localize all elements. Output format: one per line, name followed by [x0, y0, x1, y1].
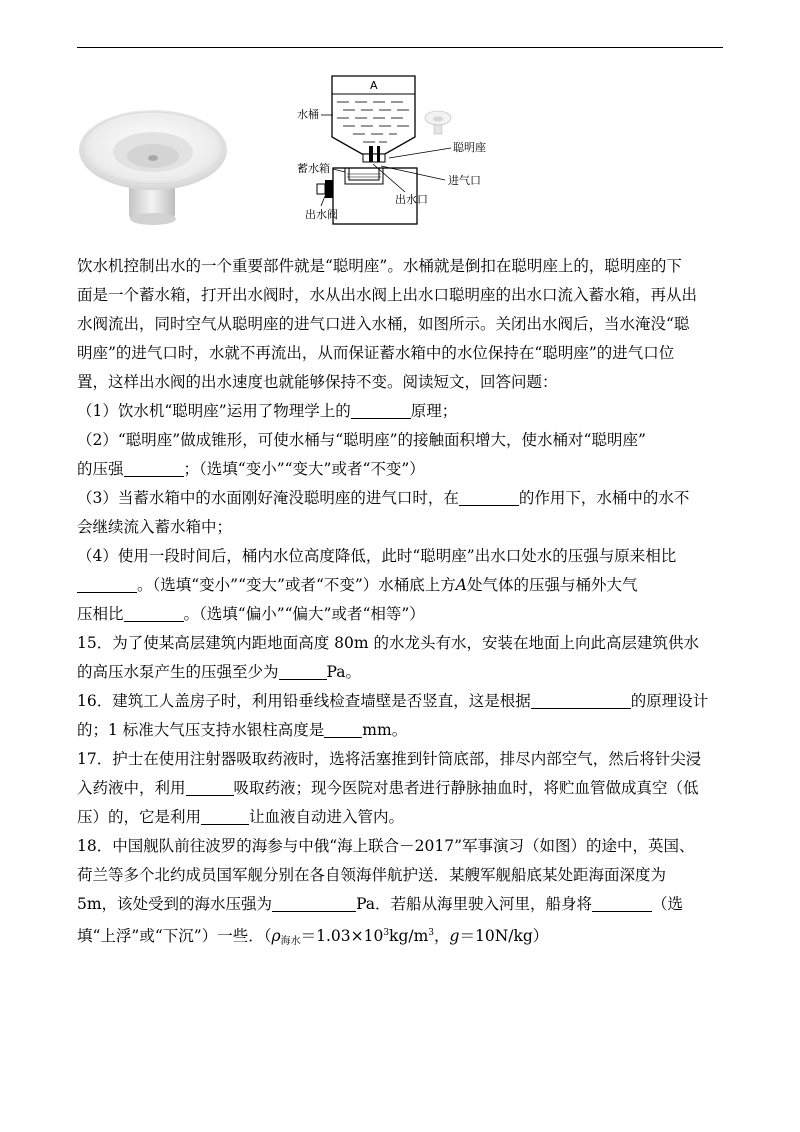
label-seat: 聪明座 [453, 141, 486, 154]
intro-line: 置，这样出水阀的出水速度也就能够保持不变。阅读短文，回答问题： [77, 373, 558, 391]
smart-seat-photo [77, 100, 229, 228]
label-outlet: 出水口 [395, 193, 428, 206]
answer-blank[interactable] [124, 603, 184, 622]
answer-blank[interactable] [77, 574, 137, 593]
answer-blank[interactable] [279, 661, 327, 680]
answer-blank[interactable] [459, 487, 519, 506]
intro-line: 明座”的进气口时，水就不再流出，从而保证蓄水箱中的水位保持在“聪明座”的进气口位 [77, 344, 675, 362]
label-bucket: 水桶 [297, 108, 319, 121]
figure-area [77, 72, 723, 242]
answer-blank[interactable] [531, 690, 631, 709]
intro-line: 饮水机控制出水的一个重要部件就是“聪明座”。水桶就是倒扣在聪明座上的，聪明座的下 [77, 257, 682, 275]
dispenser-diagram [297, 72, 487, 232]
label-valve: 出水阀 [305, 208, 338, 221]
label-air-inlet: 进气口 [448, 174, 481, 187]
intro-paragraph [77, 252, 723, 397]
intro-line: 面是一个蓄水箱，打开出水阀时，水从出水阀上出水口聪明座的出水口流入蓄水箱，再从出 [77, 286, 698, 304]
question-1: （1）饮水机“聪明座”运用了物理学上的 原理； [77, 402, 458, 420]
answer-blank[interactable] [201, 806, 249, 825]
question-2: （2）“聪明座”做成锥形，可使水桶与“聪明座”的接触面积增大，使水桶对“聪明座” 的压强 ；（选填“变小”“变大”或者“不变”） [77, 431, 646, 478]
question-15: 15．为了使某高层建筑内距地面高度 80m 的水龙头有水，安装在地面上向此高层建筑供水 的高压水泵产生的压强至少为 Pa。 [77, 634, 700, 681]
label-a: A [370, 79, 378, 92]
question-18: 18．中国舰队前往波罗的海参与中俄“海上联合－2017”军事演习（如图）的途中，英国、 荷兰等多个北约成员国军舰分别在各自领海伴航护送．某艘军舰船底某处距海面深度为 5m，该处受到的海水压强为 Pa．若船从海里驶入河里，船身将 （选 填“上浮”或“下沉”）一些．（$\rho_{海水}=1.03\times 10^3kg/m^3$，g＝10N/kg） [77, 837, 695, 947]
question-4: （4）使用一段时间后，桶内水位高度降低，此时“聪明座”出水口处水的压强与原来相比 。（选填“变小”“变大”或者“不变”）水桶底上方A处气体的压强与桶外大气 压相比 。（选填“偏小”“偏大”或者“相等”） [77, 547, 677, 623]
question-17: 17．护士在使用注射器吸取药液时，选将活塞推到针筒底部，排尽内部空气，然后将针尖浸 入药液中，利用 吸取药液；现今医院对患者进行静脉抽血时，将贮血管做成真空（低 压）的，它是利用 让血液自动进入管内。 [77, 750, 702, 826]
header-rule [77, 47, 723, 48]
answer-blank[interactable] [592, 893, 652, 912]
question-3: （3）当蓄水箱中的水面刚好淹没聪明座的进气口时，在 的作用下，水桶中的水不 会继续流入蓄水箱中； [77, 489, 690, 536]
question-text [77, 252, 723, 956]
answer-blank[interactable] [186, 777, 234, 796]
small-seat-icon [424, 110, 452, 136]
answer-blank[interactable] [351, 400, 411, 419]
question-16: 16．建筑工人盖房子时，利用铅垂线检查墙壁是否竖直，这是根据 的原理设计 的；1 标准大气压支持水银柱高度是 mm。 [77, 692, 709, 739]
answer-blank[interactable] [272, 893, 356, 912]
answer-blank[interactable] [324, 719, 362, 738]
intro-line: 水阀流出，同时空气从聪明座的进气口进入水桶，如图所示。关闭出水阀后，当水淹没“聪 [77, 315, 690, 333]
answer-blank[interactable] [124, 458, 184, 477]
label-tank: 蓄水箱 [297, 162, 330, 175]
